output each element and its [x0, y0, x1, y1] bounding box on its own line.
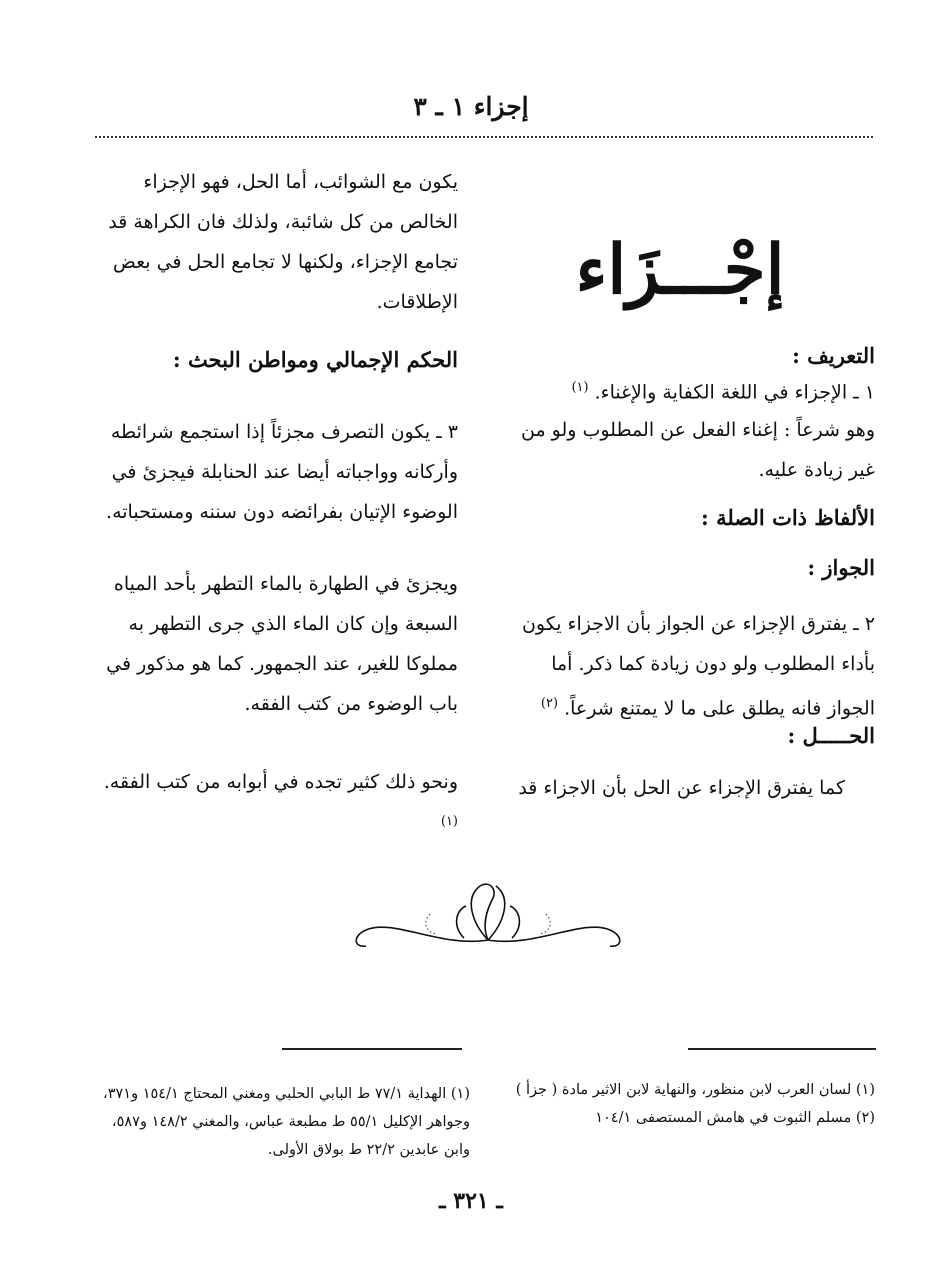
- ruling-paragraph-3: [98, 762, 458, 846]
- jawaz-paragraph: [505, 604, 875, 728]
- jawaz-heading: الجواز :: [807, 555, 875, 580]
- definition-paragraph-2: وهو شرعاً : إغناء الفعل عن المطلوب ولو من غير زيادة عليه.: [520, 419, 875, 481]
- hal-heading: الحـــــل :: [787, 723, 875, 748]
- ruling-paragraph-1: ٣ ـ يكون التصرف مجزئاً إذا استجمع شرائطه وأركانه وواجباته أيضا عند الحنابلة فيجزئ في الوضوء الإتيان بفرائضه دون سننه ومستحباته.: [106, 421, 458, 523]
- ruling-paragraph-2: ويجزئ في الطهارة بالماء التطهر بأحد المياه السبعة وإن كان الماء الذي جرى التطهر به مملوكا للغير، عند الجمهور. كما هو مذكور في باب الوضوء من كتب الفقه.: [106, 573, 458, 715]
- ruling-text-3: ونحو ذلك كثير تجده في أبوابه من كتب الفقه.: [103, 771, 458, 793]
- definition-heading: التعريف :: [792, 343, 875, 368]
- footnote-rule-left: [282, 1048, 462, 1050]
- footnote-ref: (٢): [540, 696, 559, 711]
- footnotes-left: [98, 1080, 470, 1164]
- ruling-heading: الحكم الإجمالي ومواطن البحث :: [172, 347, 458, 372]
- footnote-item: (٢) مسلم الثبوت في هامش المستصفى ١٠٤/١: [595, 1110, 875, 1126]
- related-terms-heading: الألفاظ ذات الصلة :: [701, 505, 875, 530]
- footnote-ref: (١): [571, 380, 589, 395]
- footnote-item: (١) الهداية ٧٧/١ ط البابي الحلبي ومغني المحتاج ١٥٤/١ و٣٧١، وجواهر الإكليل ٥٥/١ ط مطبعة عباس، والمغني ١٤٨/٢ و٥٨٧، وابن عابدين ٢٢/٢ ط بولاق الأولى.: [103, 1086, 470, 1158]
- footnote-ref: (١): [440, 814, 458, 829]
- footnotes-right: [505, 1076, 875, 1132]
- header-dotted-rule: [95, 136, 873, 138]
- definition-text-1: ١ ـ الإجزاء في اللغة الكفاية والإغناء.: [594, 381, 875, 404]
- running-header: إجزاء ١ ـ ٣: [413, 92, 529, 121]
- page-number: ـ ٣٢١ ـ: [439, 1188, 503, 1214]
- footnote-rule-right: [688, 1048, 876, 1050]
- jawaz-text: ٢ ـ يفترق الإجزاء عن الجواز بأن الاجزاء يكون بأداء المطلوب ولو دون زيادة كما ذكر. أما الجواز فانه يطلق على ما لا يمتنع شرعاً.: [521, 613, 875, 720]
- hal-paragraph: كما يفترق الإجزاء عن الحل بأن الاجزاء قد: [518, 777, 845, 799]
- definition-paragraph-1: [505, 368, 875, 412]
- entry-title: إجْـــزَاء: [575, 230, 785, 310]
- footnote-item: (١) لسان العرب لابن منظور، والنهاية لابن الاثير مادة ( جزأ ): [515, 1082, 875, 1098]
- section-end-ornament-icon: [352, 878, 624, 958]
- hal-continuation-paragraph: يكون مع الشوائب، أما الحل، فهو الإجزاء الخالص من كل شائبة، ولذلك فان الكراهة قد تجامع الإجزاء، ولكنها لا تجامع الحل في بعض الإطلاقات.: [108, 171, 458, 313]
